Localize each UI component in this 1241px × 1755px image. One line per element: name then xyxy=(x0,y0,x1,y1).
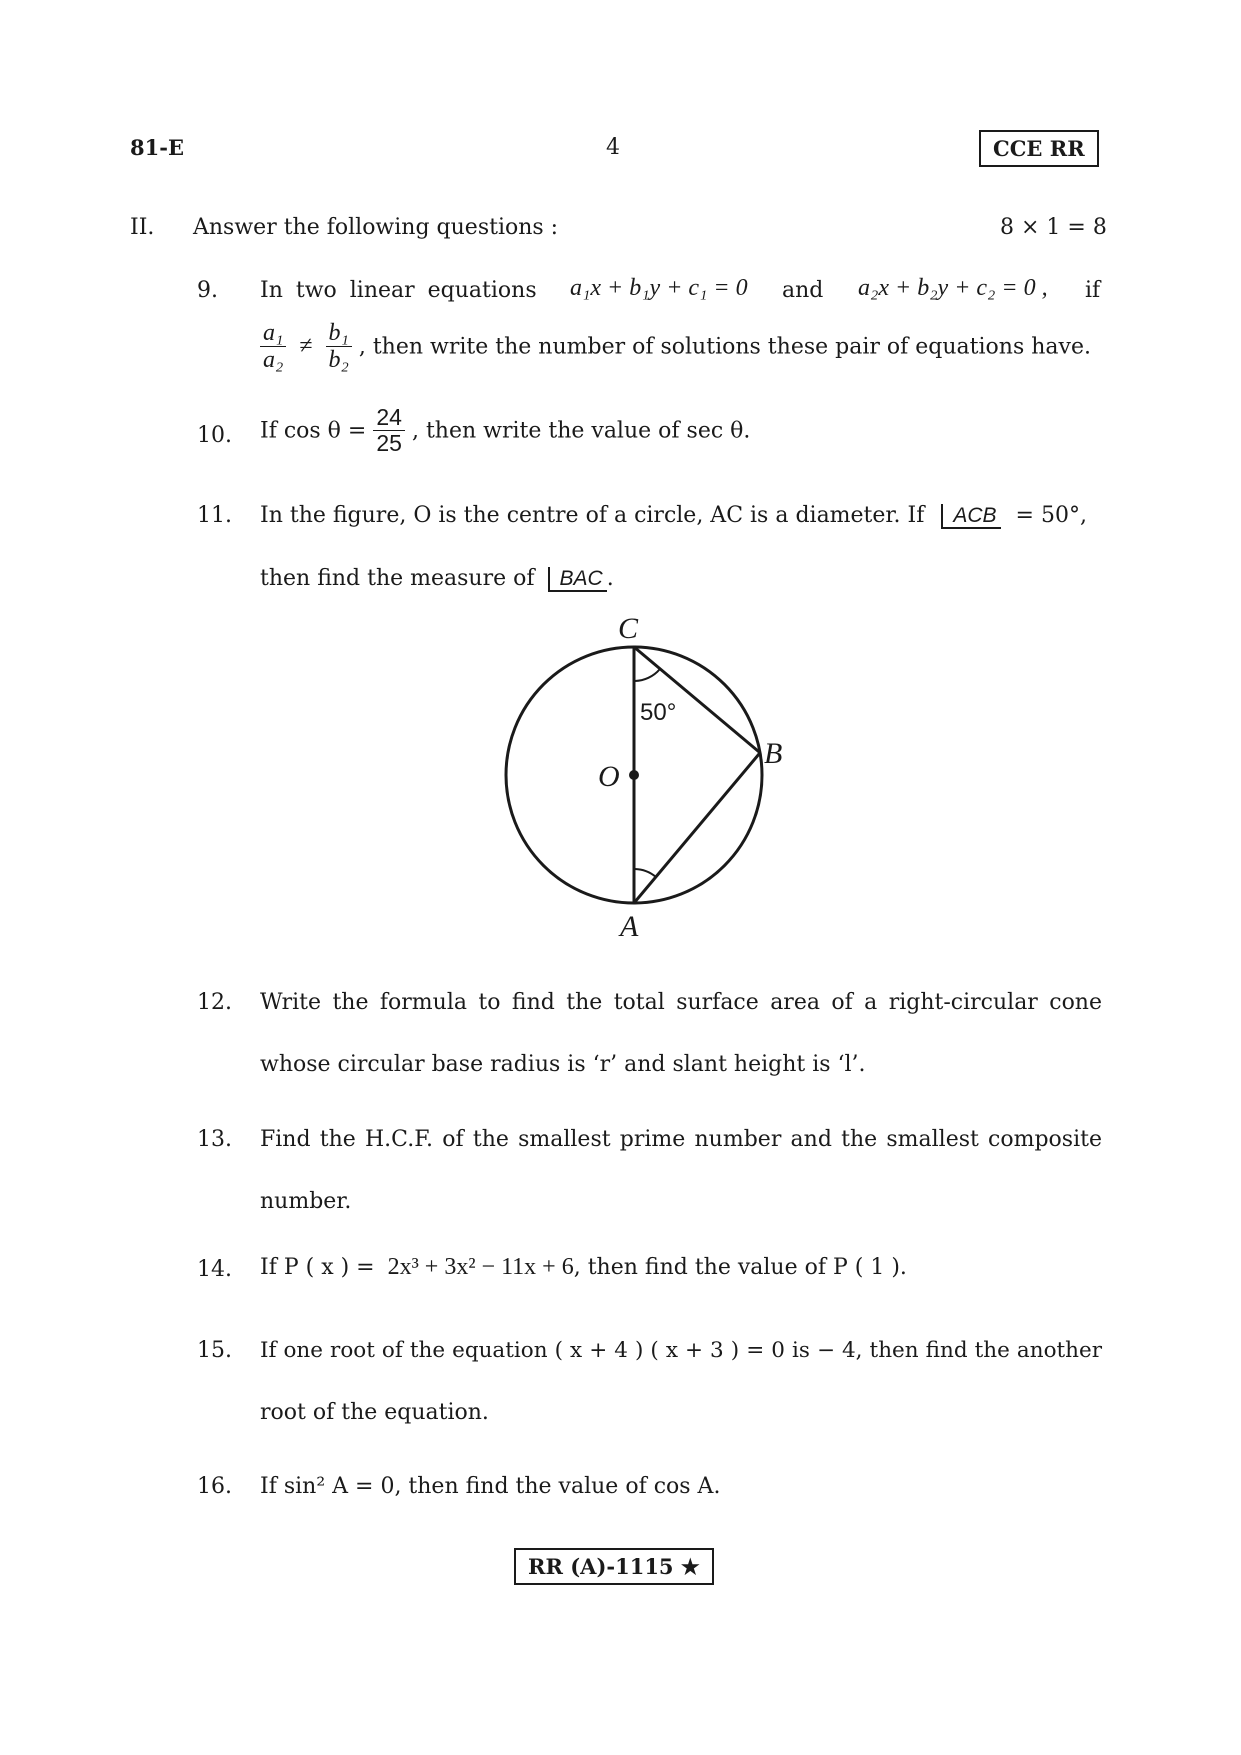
q11-angle-bac: BAC xyxy=(548,567,607,592)
q13-line1: Find the H.C.F. of the smallest prime number and the smallest composite xyxy=(260,1127,1102,1152)
q9-line1 xyxy=(260,275,1101,303)
q10-frac: $\frac{24}{25}$ xyxy=(373,405,405,457)
q9-if: if xyxy=(1085,278,1101,303)
series-badge: CCE RR xyxy=(979,130,1099,167)
q13-line2: number. xyxy=(260,1189,352,1214)
q9-frac1: $\frac{\text{a₁}}{\text{a₂}}$ xyxy=(260,320,286,374)
q14-suffix: , then find the value of P ( 1 ). xyxy=(573,1255,907,1280)
q9-frac2: $\frac{\text{b₁}}{\text{b₂}}$ xyxy=(326,320,352,374)
q9-rest: , then write the number of solutions these pair of equations have. xyxy=(358,334,1091,360)
q10-prefix: If cos θ = xyxy=(260,418,367,444)
q10-suffix: , then write the value of sec θ. xyxy=(411,418,751,444)
angle-arc-c xyxy=(634,669,660,681)
section-number: II. xyxy=(130,215,155,240)
q12-line2: whose circular base radius is ‘r’ and slant height is ‘l’. xyxy=(260,1052,866,1077)
angle-arc-a xyxy=(634,869,656,877)
q15-line1: If one root of the equation ( x + 4 ) ( x + 3 ) = 0 is − 4, then find the another xyxy=(260,1338,1102,1363)
q14-text xyxy=(260,1254,907,1281)
q14-prefix: If P ( x ) = xyxy=(260,1255,375,1280)
page-number: 4 xyxy=(606,135,620,160)
q9-intro: In two linear equations xyxy=(260,278,537,303)
q16-text: If sin² A = 0, then find the value of cos A. xyxy=(260,1474,721,1499)
q11-line1-text: In the figure, O is the centre of a circle, AC is a diameter. If xyxy=(260,503,925,528)
q12-line1: Write the formula to find the total surface area of a right-circular cone xyxy=(260,990,1102,1015)
q14-number: 14. xyxy=(197,1257,232,1282)
q15-number: 15. xyxy=(197,1338,232,1363)
q10-text xyxy=(260,405,750,457)
q11-number: 11. xyxy=(197,503,232,528)
footer-code: RR (A)-1115 ★ xyxy=(514,1548,714,1585)
q9-neq: ≠ xyxy=(299,333,313,360)
label-b: B xyxy=(764,736,783,770)
section-instruction: Answer the following questions : xyxy=(193,215,559,240)
q11-line2 xyxy=(260,566,614,591)
q11-angle-acb: ACB xyxy=(941,504,1000,529)
paper-code: 81-E xyxy=(130,135,184,160)
q11-line2-end: . xyxy=(606,566,614,591)
centre-point xyxy=(629,770,639,780)
q15-line2: root of the equation. xyxy=(260,1400,489,1425)
q9-eq2: a₂x + b₂y + c₂ = 0 , xyxy=(858,275,1048,301)
chord-ab xyxy=(634,753,760,903)
section-marks: 8 × 1 = 8 xyxy=(1000,215,1107,240)
label-o: O xyxy=(598,760,620,793)
q11-line1-end: = 50°, xyxy=(1015,503,1087,528)
q11-line2-text: then find the measure of xyxy=(260,566,535,591)
q12-number: 12. xyxy=(197,990,232,1015)
q16-number: 16. xyxy=(197,1474,232,1499)
q9-line2 xyxy=(260,320,1091,374)
q11-line1 xyxy=(260,503,1087,528)
angle-label: 50° xyxy=(640,699,677,726)
label-c: C xyxy=(618,612,639,645)
q10-number: 10. xyxy=(197,423,232,448)
q13-number: 13. xyxy=(197,1127,232,1152)
circle-figure xyxy=(480,600,840,960)
label-a: A xyxy=(620,910,639,943)
q9-number: 9. xyxy=(197,278,218,303)
q14-poly: 2x³ + 3x² − 11x + 6 xyxy=(387,1254,574,1280)
q9-eq1: a₁x + b₁y + c₁ = 0 xyxy=(570,275,748,301)
q9-and: and xyxy=(782,278,824,303)
